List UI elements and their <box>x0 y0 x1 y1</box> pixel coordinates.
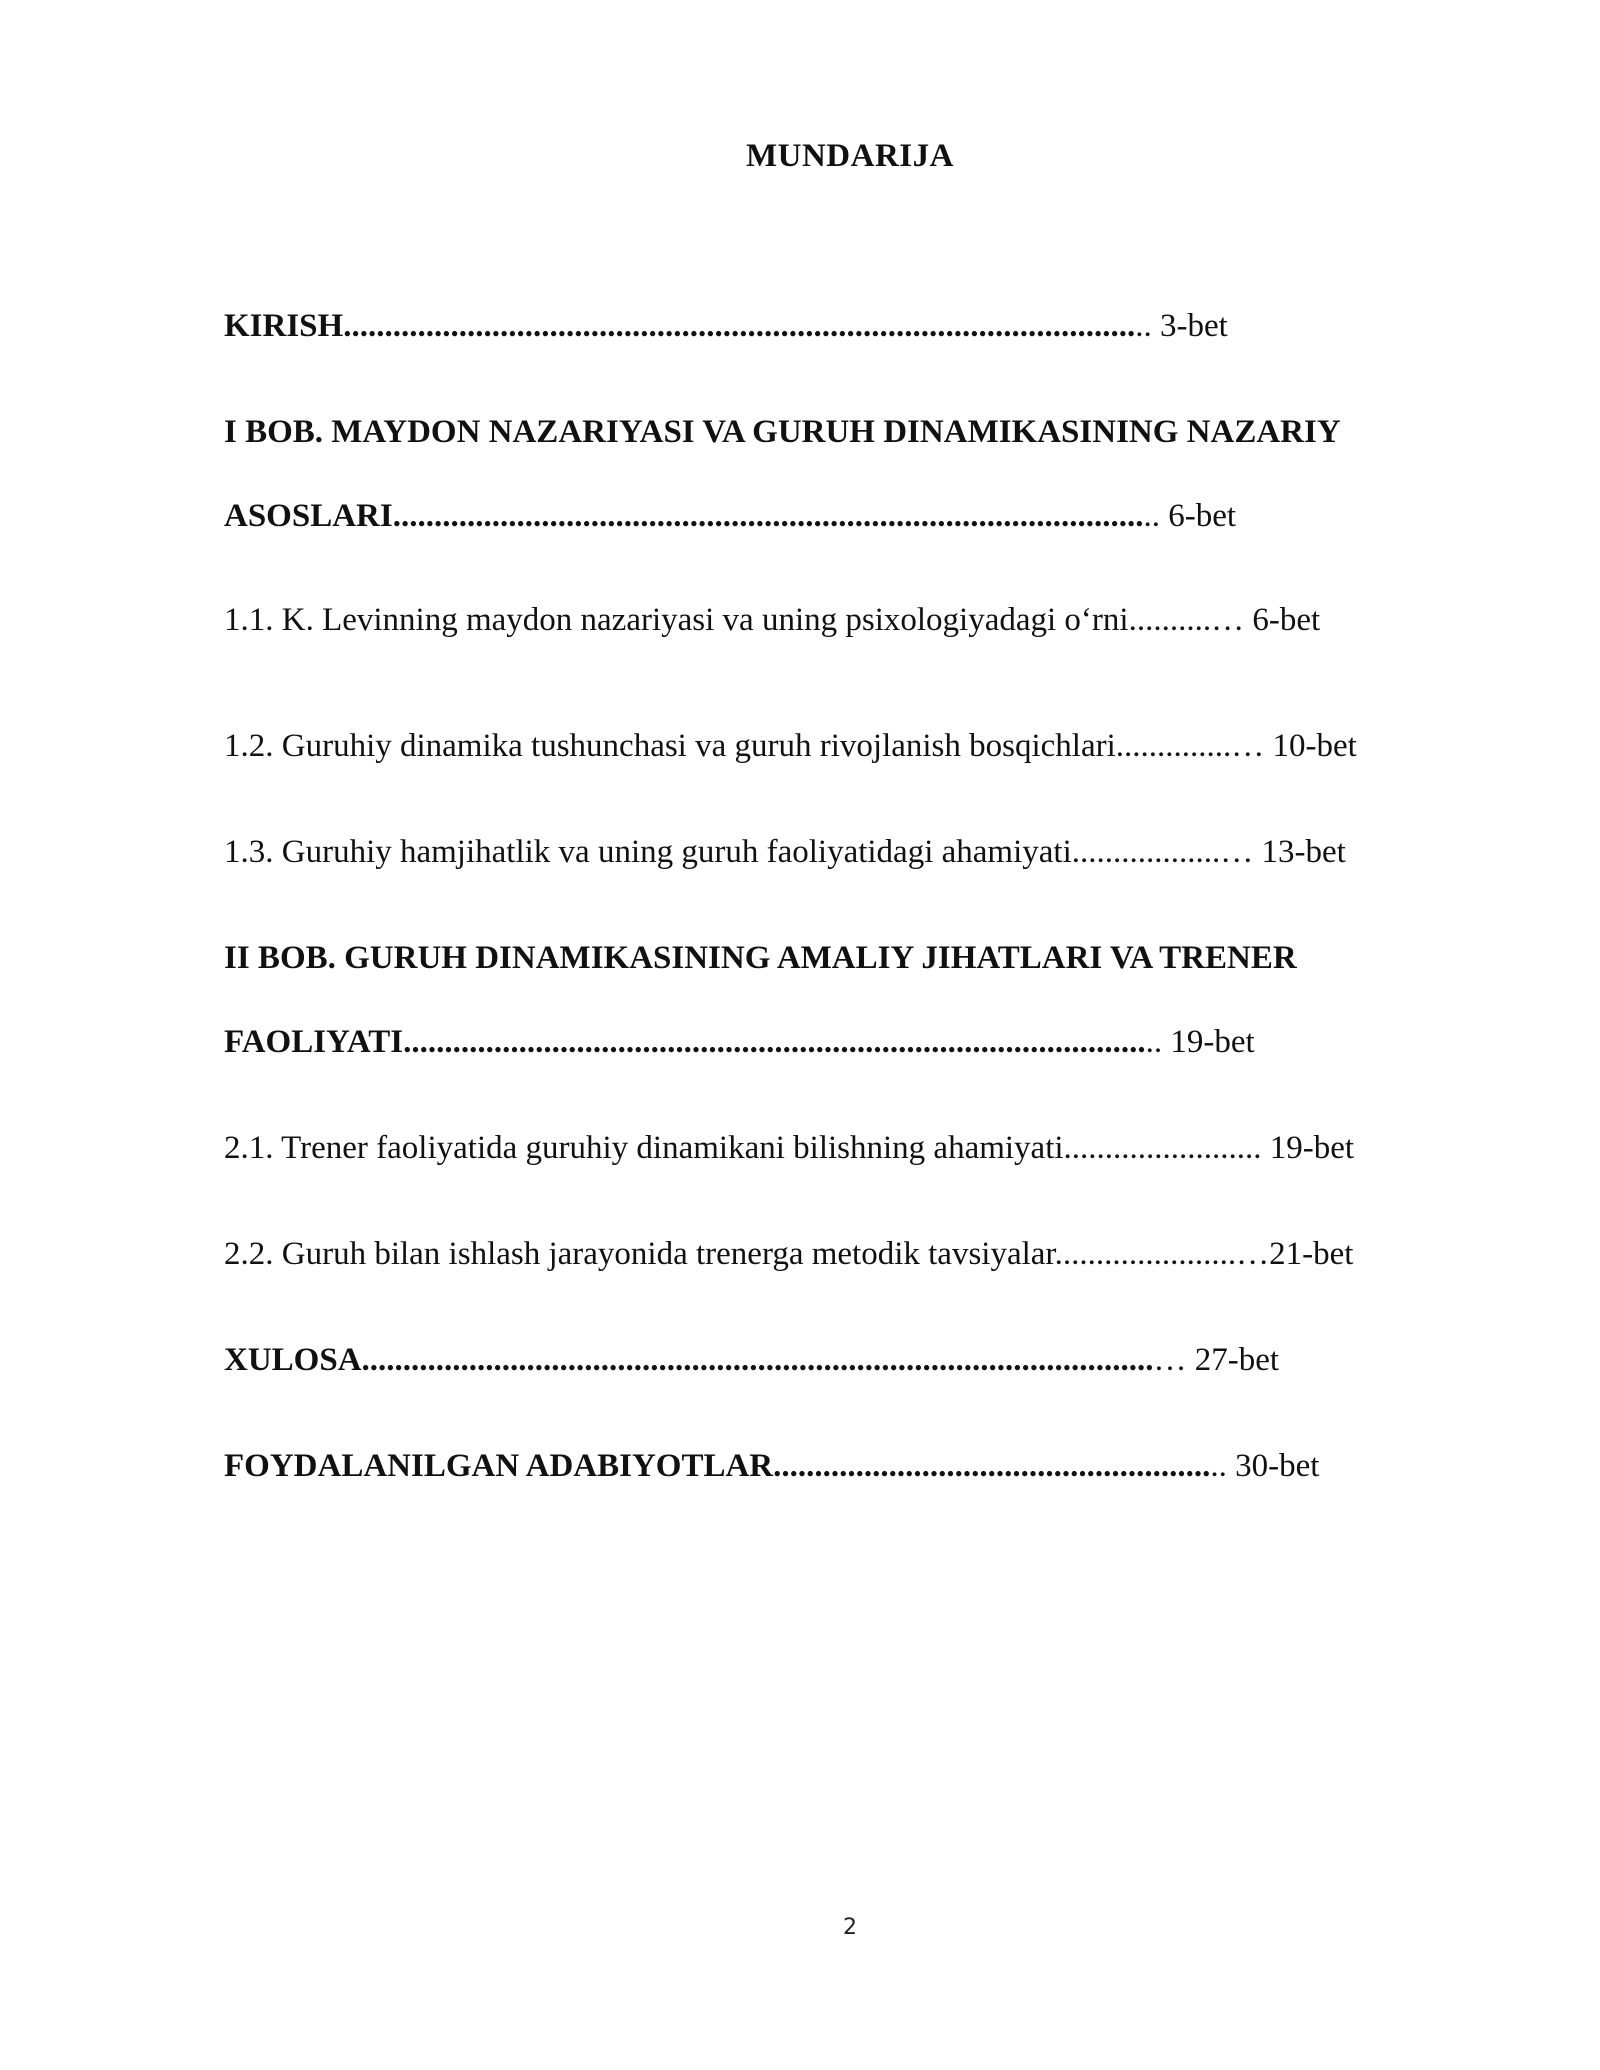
toc-entry-tail: … <box>1220 834 1254 870</box>
toc-entry-dots: .................. <box>1071 834 1221 870</box>
toc-entry-xulosa[interactable] <box>224 1340 1494 1380</box>
toc-entry-adabiyotlar[interactable] <box>224 1446 1494 1486</box>
toc-entry-chapter-1[interactable] <box>224 412 1494 452</box>
toc-entry-chapter-2[interactable] <box>224 938 1494 978</box>
toc-entry-page: 6-bet <box>1168 498 1237 534</box>
toc-entry-page: 6-bet <box>1252 602 1321 638</box>
toc-entry-page: 27-bet <box>1194 1342 1280 1378</box>
toc-entry-dots: ................................................................................................ <box>361 1342 1154 1378</box>
toc-entry-label: ASOSLARI <box>224 498 393 534</box>
toc-entry-tail: .. <box>1135 308 1152 344</box>
toc-entry-label: XULOSA <box>224 1342 362 1378</box>
toc-entry-dots: ................................................................................................ <box>343 308 1136 344</box>
toc-entry-tail: … <box>1153 1342 1187 1378</box>
toc-entry-dots: ..................................................... <box>773 1448 1211 1484</box>
toc-entry-page: 10-bet <box>1272 728 1357 764</box>
toc-entry-page: 21-bet <box>1269 1236 1354 1272</box>
toc-entry-1-2[interactable] <box>224 726 1494 766</box>
toc-entry-dots: .......................................................................................... <box>403 1024 1146 1060</box>
toc-entry-page: 13-bet <box>1261 834 1346 870</box>
toc-entry-page: 19-bet <box>1170 1024 1255 1060</box>
toc-entry-label: FAOLIYATI <box>224 1024 404 1060</box>
toc-entry-label: KIRISH <box>224 308 344 344</box>
toc-entry-label: 2.2. Guruh bilan ishlash jarayonida trenerga metodik tavsiyalar <box>224 1236 1055 1272</box>
toc-entry-tail: .. <box>1143 498 1160 534</box>
toc-entry-page: 19-bet <box>1269 1130 1355 1166</box>
toc-entry-dots: .............. <box>1115 728 1232 764</box>
toc-entry-tail: .. <box>1210 1448 1227 1484</box>
toc-entry-kirish[interactable] <box>224 306 1494 346</box>
toc-entry-label: 2.1. Trener faoliyatida guruhiy dinamikani bilishning ahamiyati <box>224 1130 1064 1166</box>
toc-entry-tail: … <box>1236 1236 1270 1272</box>
toc-entry-page: 30-bet <box>1235 1448 1320 1484</box>
toc-entry-label: 1.2. Guruhiy dinamika tushunchasi va guruh rivojlanish bosqichlari <box>224 728 1116 764</box>
toc-entry-chapter-2-cont[interactable] <box>224 1022 1494 1062</box>
toc-entry-tail: … <box>1211 602 1245 638</box>
toc-entry-tail: … <box>1231 728 1265 764</box>
page-title: MUNDARIJA <box>746 138 954 174</box>
toc-entry-dots: ........................................................................................... <box>392 498 1144 534</box>
toc-entry-1-1[interactable] <box>224 600 1494 640</box>
toc-entry-2-2[interactable] <box>224 1234 1494 1274</box>
toc-entry-dots: ........................ <box>1063 1130 1262 1166</box>
toc-entry-chapter-1-cont[interactable] <box>224 496 1494 536</box>
toc-entry-label: FOYDALANILGAN ADABIYOTLAR <box>224 1448 774 1484</box>
toc-entry-label: 1.3. Guruhiy hamjihatlik va uning guruh faoliyatidagi ahamiyati <box>224 834 1072 870</box>
toc-entry-label: 1.1. K. Levinning maydon nazariyasi va uning psixologiyadagi o‘rni <box>224 602 1129 638</box>
toc-entry-dots: ...................... <box>1054 1236 1237 1272</box>
toc-entry-label-line1: II BOB. GURUH DINAMIKASINING AMALIY JIHATLARI VA TRENER <box>224 940 1297 976</box>
toc-entry-2-1[interactable] <box>224 1128 1494 1168</box>
toc-entry-tail: .. <box>1145 1024 1163 1060</box>
toc-entry-1-3[interactable] <box>224 832 1494 872</box>
toc-entry-page: 3-bet <box>1159 308 1228 344</box>
toc-entry-dots: .......... <box>1128 602 1212 638</box>
page-number: 2 <box>843 1915 857 1940</box>
toc-entry-label-line1: I BOB. MAYDON NAZARIYASI VA GURUH DINAMIKASINING NAZARIY <box>224 414 1341 450</box>
